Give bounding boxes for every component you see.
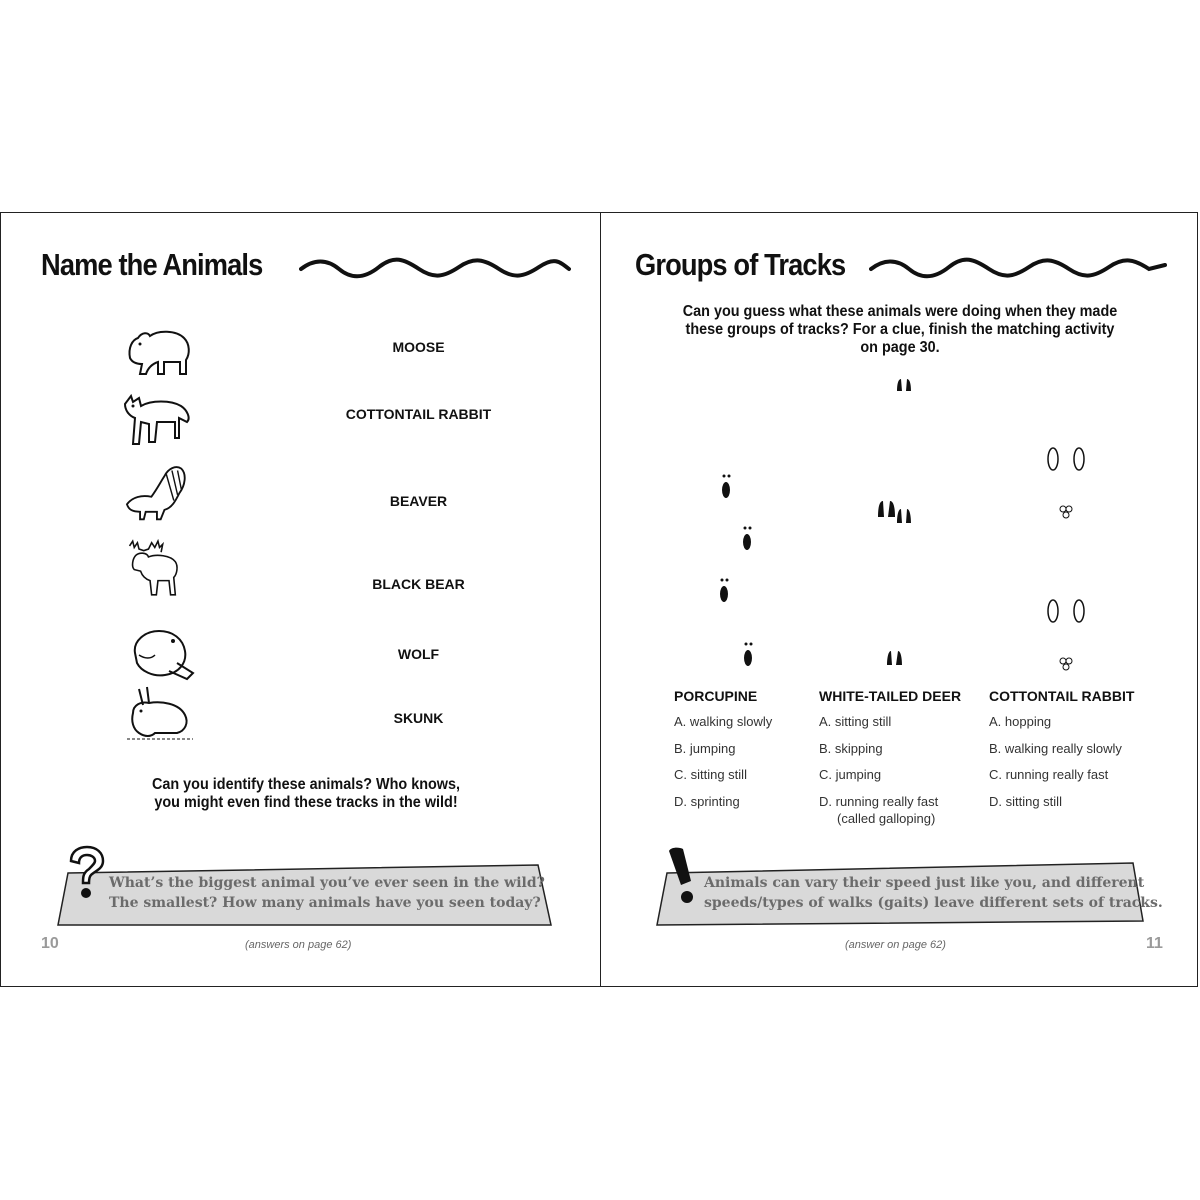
deer-track-icon: [897, 379, 911, 391]
rabbit-tracks: [1041, 443, 1091, 673]
callout-line: What’s the biggest animal you’ve ever seen in the wild?: [109, 875, 545, 891]
left-page: [1, 213, 601, 986]
rabbit-track-icon: [1060, 506, 1072, 518]
intro-line: on page 30.: [860, 339, 940, 356]
deer-track-icon: [887, 651, 902, 665]
option: C. running really fast: [989, 767, 1109, 782]
squiggle-decoration: [869, 257, 1167, 279]
rabbit-track-icon: [1048, 448, 1084, 470]
answers-note: (answers on page 62): [245, 939, 352, 951]
option: A. hopping: [989, 714, 1052, 729]
deer-tracks: [871, 373, 921, 673]
column-heading-porcupine: PORCUPINE: [674, 688, 758, 704]
moose-icon: [119, 538, 189, 598]
book-spread: [0, 212, 1198, 987]
exclamation-icon: [661, 845, 701, 907]
rabbit-icon: [125, 683, 195, 743]
question-text: [122, 776, 491, 812]
animal-name: COTTONTAIL RABBIT: [345, 406, 492, 422]
porcupine-track-icon: [744, 643, 753, 667]
porcupine-track-icon: [720, 579, 729, 603]
callout-line: speeds/types of walks (gaits) leave different sets of tracks.: [704, 895, 1163, 911]
intro-line: Can you guess what these animals were doing when they made: [682, 303, 1118, 320]
wolf-icon: [121, 388, 191, 448]
porcupine-track-icon: [743, 527, 752, 551]
option: C. jumping: [819, 767, 882, 782]
question-mark-icon: [65, 845, 109, 901]
animal-name: SKUNK: [393, 710, 444, 726]
option: D. sprinting: [674, 794, 740, 809]
animal-name: BEAVER: [389, 493, 448, 509]
right-page: [601, 213, 1199, 986]
callout-line: Animals can vary their speed just like you, and different: [704, 875, 1145, 891]
intro-text: [671, 303, 1130, 357]
squiggle-decoration: [299, 257, 571, 279]
skunk-icon: [121, 463, 191, 523]
animal-name: WOLF: [397, 646, 440, 662]
callout-text: [704, 873, 1163, 913]
option: B. walking really slowly: [989, 741, 1122, 756]
option-note: (called galloping): [837, 811, 936, 826]
option: A. sitting still: [819, 714, 892, 729]
page-number: 10: [41, 935, 59, 952]
option: A. walking slowly: [674, 714, 773, 729]
page-title: Groups of Tracks: [635, 247, 846, 282]
animal-name: MOOSE: [392, 339, 445, 355]
page-number: 11: [1146, 935, 1163, 952]
animal-name: BLACK BEAR: [372, 576, 465, 592]
porcupine-tracks: [711, 468, 761, 678]
bear-icon: [124, 318, 194, 378]
question-line: you might even find these tracks in the wild!: [154, 794, 458, 811]
intro-line: these groups of tracks? For a clue, finish the matching activity: [685, 321, 1115, 338]
column-heading-rabbit: COTTONTAIL RABBIT: [989, 688, 1135, 704]
option: C. sitting still: [674, 767, 747, 782]
rabbit-track-icon: [1060, 658, 1072, 670]
porcupine-track-icon: [722, 475, 731, 499]
option: B. skipping: [819, 741, 883, 756]
column-heading-deer: WHITE-TAILED DEER: [819, 688, 962, 704]
question-line: Can you identify these animals? Who knows,: [151, 776, 461, 793]
option: B. jumping: [674, 741, 736, 756]
page-title: Name the Animals: [41, 247, 263, 282]
answers-note: (answer on page 62): [845, 939, 946, 951]
option: D. sitting still: [989, 794, 1062, 809]
deer-track-icon: [897, 509, 911, 523]
option: D. running really fast: [819, 794, 939, 809]
callout-line: The smallest? How many animals have you seen today?: [109, 895, 541, 911]
callout-text: [109, 873, 545, 913]
beaver-icon: [129, 623, 199, 683]
deer-track-icon: [878, 501, 895, 517]
rabbit-track-icon: [1048, 600, 1084, 622]
